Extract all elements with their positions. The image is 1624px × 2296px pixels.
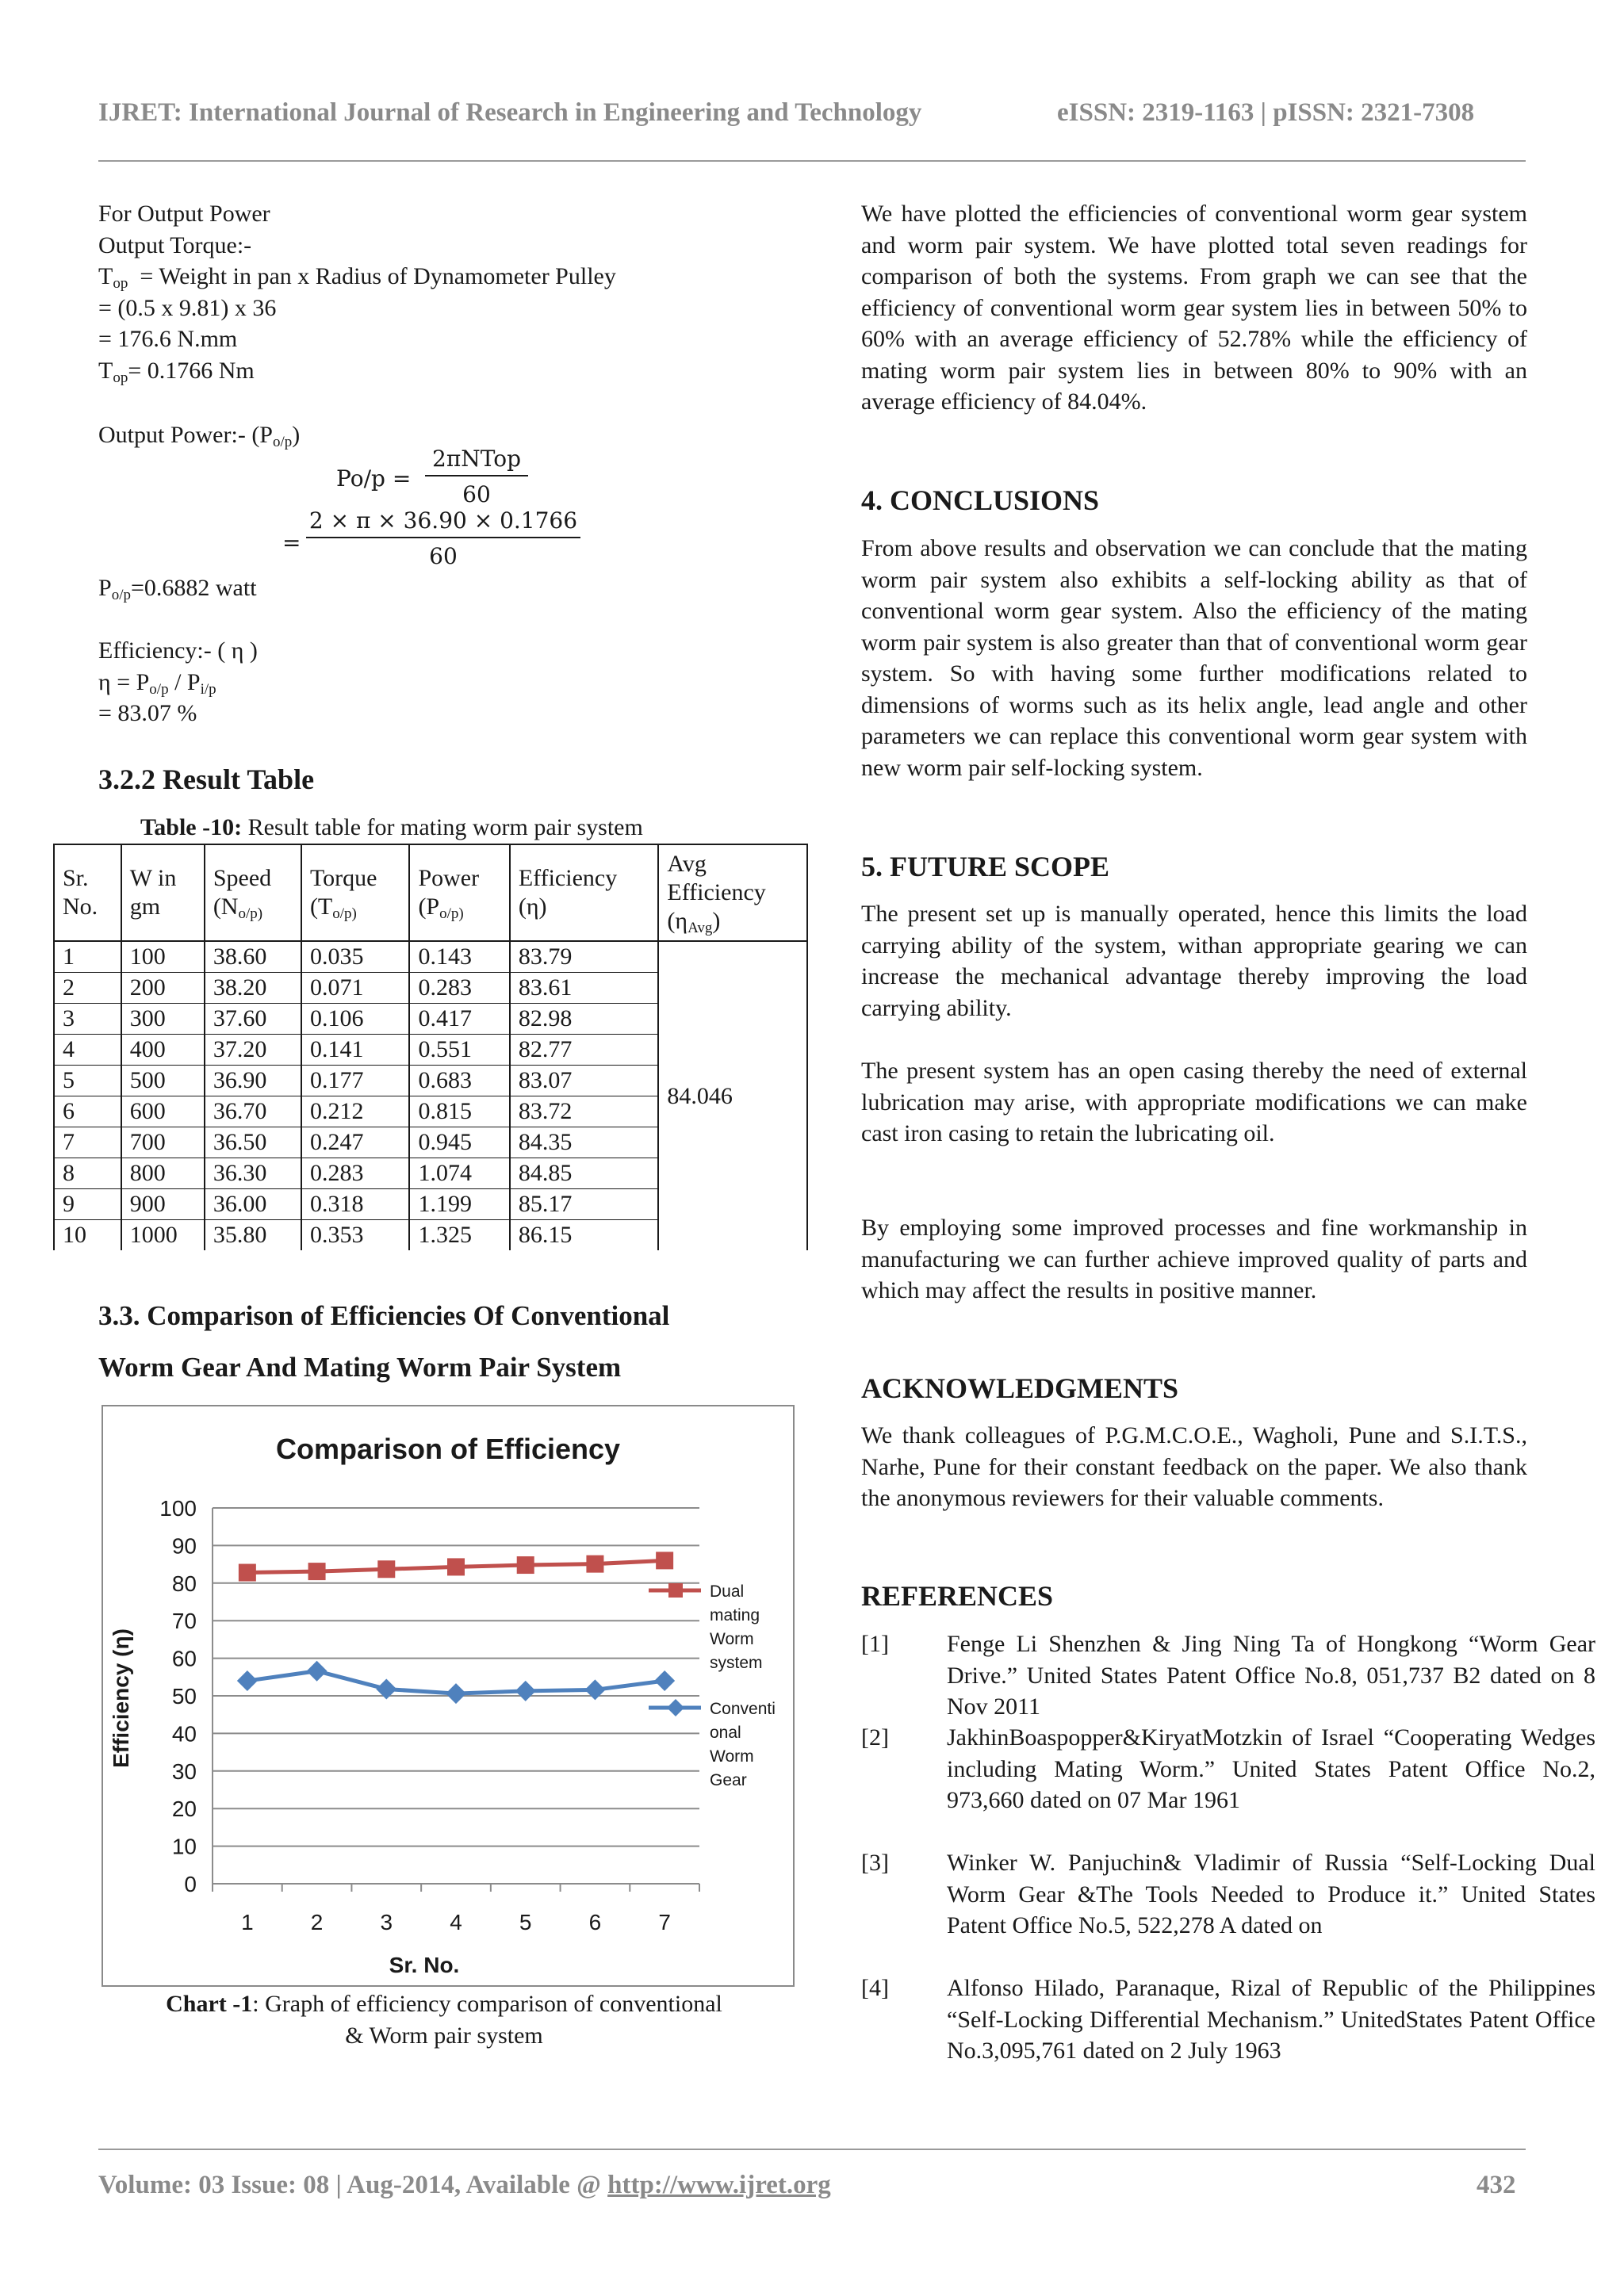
table-cell: 0.247 <box>301 1127 410 1158</box>
efficiency-label: Efficiency:- ( η ) <box>98 637 258 664</box>
chart-point <box>654 1670 675 1691</box>
table-cell: 8 <box>54 1158 121 1189</box>
table-cell: 38.20 <box>205 973 301 1004</box>
chart-x-tick-label: 2 <box>310 1910 324 1934</box>
table-cell: 82.98 <box>510 1004 659 1035</box>
table-cell: 36.50 <box>205 1127 301 1158</box>
table-cell: 36.70 <box>205 1096 301 1127</box>
torque-result: $T_{op}= 0.1766$ Nm <box>98 357 255 386</box>
output-torque-label: Output Torque:- <box>98 232 252 258</box>
chart-y-tick-label: 90 <box>171 1533 197 1559</box>
table-cell: 100 <box>121 941 205 973</box>
col-header: W in gm <box>121 844 205 941</box>
formula1-lhs: Po/p = <box>336 465 412 492</box>
table-cell: 0.683 <box>409 1066 509 1096</box>
future-scope-p3: By employing some improved processes and fine workmanship in manufacturing we can further achieve improved quality of parts and which may affect the results in positive manner. <box>861 1215 1527 1303</box>
chart-point <box>447 1558 465 1575</box>
footer-volume: Volume: 03 Issue: 08 | Aug-2014, Available @ http://www.ijret.org <box>98 2171 831 2199</box>
table-cell: 0.212 <box>301 1096 410 1127</box>
avg-efficiency-cell: 84.046 <box>658 941 807 1250</box>
calc-step-1: = (0.5 x 9.81) x 36 <box>98 294 277 321</box>
table-cell: 0.177 <box>301 1066 410 1096</box>
efficiency-result: = 83.07 % <box>98 700 197 726</box>
chart-legend-label: mating <box>710 1606 760 1624</box>
table-cell: 83.61 <box>510 973 659 1004</box>
chart-legend-label: Worm <box>710 1630 754 1648</box>
table-cell: 10 <box>54 1220 121 1251</box>
chart-legend-label: system <box>710 1654 763 1672</box>
table-cell: 83.07 <box>510 1066 659 1096</box>
chart-title: Comparison of Efficiency <box>275 1433 621 1465</box>
table-caption: Table -10: Result table for mating worm pair system <box>140 814 643 840</box>
chart-y-tick-label: 20 <box>171 1797 197 1822</box>
table-cell: 84.35 <box>510 1127 659 1158</box>
table-header-row <box>54 844 807 941</box>
chart-y-tick-label: 40 <box>171 1721 197 1747</box>
formula2-eq: = <box>282 530 301 556</box>
future-scope-p1: The present set up is manually operated, hence this limits the load carrying ability of the system, withan appropriate gearing we can increase the mechanical advantage thereby improving the load carrying ability. <box>861 901 1527 1021</box>
table-cell: 83.72 <box>510 1096 659 1127</box>
table-cell: 0.143 <box>409 941 509 973</box>
table-cell: 1.199 <box>409 1189 509 1220</box>
chart-point <box>446 1683 466 1704</box>
table-row <box>54 941 807 973</box>
table-cell: 0.141 <box>301 1035 410 1066</box>
chart-caption: Chart -1: Graph of efficiency comparison of conventional & Worm pair system <box>166 1991 722 2049</box>
footer-link[interactable]: http://www.ijret.org <box>607 2171 831 2199</box>
acknowledgments-paragraph: We thank colleagues of P.G.M.C.O.E., Wagholi, Pune and S.I.T.S., Narhe, Pune for their constant feedback on the paper. We also thank the anonymous reviewers for their valuable comments. <box>861 1422 1527 1511</box>
conclusions-heading: 4. CONCLUSIONS <box>861 484 1100 516</box>
table-cell: 0.283 <box>409 973 509 1004</box>
table-cell: 84.85 <box>510 1158 659 1189</box>
table-cell: 0.071 <box>301 973 410 1004</box>
section-3-3-line1: 3.3. Comparison of Efficiencies Of Conventional <box>98 1300 670 1331</box>
table-cell: 1 <box>54 941 121 973</box>
table-cell: 0.318 <box>301 1189 410 1220</box>
table-cell: 35.80 <box>205 1220 301 1251</box>
table-cell: 0.283 <box>301 1158 410 1189</box>
result-table-heading: 3.2.2 Result Table <box>98 763 315 795</box>
table-cell: 1000 <box>121 1220 205 1251</box>
table-cell: 800 <box>121 1158 205 1189</box>
efficiency-chart <box>102 1405 795 1987</box>
chart-x-tick-label: 4 <box>450 1910 462 1934</box>
chart-x-tick-label: 7 <box>658 1910 671 1934</box>
chart-point <box>515 1681 536 1701</box>
chart-y-tick-label: 10 <box>171 1834 197 1859</box>
chart-svg <box>103 1406 793 1985</box>
chart-legend-label: Dual <box>710 1582 745 1601</box>
table-cell: 0.035 <box>301 941 410 973</box>
table-cell: 36.00 <box>205 1189 301 1220</box>
table-cell: 3 <box>54 1004 121 1035</box>
table-cell: 82.77 <box>510 1035 659 1066</box>
calc-step-2: = 176.6 N.mm <box>98 326 238 352</box>
col-header: Sr. No. <box>54 844 121 941</box>
formula2-fraction: 2 × π × 36.90 × 0.1766 60 <box>306 507 580 569</box>
chart-legend-label: Conventi <box>710 1700 776 1718</box>
chart-y-tick-label: 100 <box>159 1496 197 1521</box>
future-scope-p2: The present system has an open casing thereby the need of external lubrication may arise, with appropriate modifications we can make cast iron casing to retain the lubricating oil. <box>861 1058 1527 1146</box>
output-power-label: Output Power:- $(P_{o/p})$ <box>98 422 301 450</box>
col-header: Efficiency (η) <box>510 844 659 941</box>
issn-line: eISSN: 2319-1163 | pISSN: 2321-7308 <box>1057 98 1475 127</box>
col-header: Power ($P_{o/p)}$ <box>409 844 509 941</box>
table-cell: 500 <box>121 1066 205 1096</box>
references-heading: REFERENCES <box>861 1580 1054 1612</box>
avg-col-header: Avg Efficiency $(\eta_{Avg})$ <box>658 844 807 941</box>
table-cell: 7 <box>54 1127 121 1158</box>
table-cell: 900 <box>121 1189 205 1220</box>
table-cell: 0.106 <box>301 1004 410 1035</box>
table-cell: 6 <box>54 1096 121 1127</box>
chart-y-axis-label: Efficiency (η) <box>109 1628 133 1768</box>
table-cell: 1.325 <box>409 1220 509 1251</box>
table-cell: 1.074 <box>409 1158 509 1189</box>
formula1-fraction: 2πNTop 60 <box>425 446 528 507</box>
chart-point <box>307 1661 327 1682</box>
table-cell: 0.353 <box>301 1220 410 1251</box>
chart-y-tick-label: 0 <box>184 1872 197 1896</box>
chart-point <box>308 1563 326 1580</box>
col-header: Torque ($T_{o/p)}$ <box>301 844 410 941</box>
table-cell: 9 <box>54 1189 121 1220</box>
table-cell: 38.60 <box>205 941 301 973</box>
result-table <box>53 844 808 1250</box>
table-cell: 85.17 <box>510 1189 659 1220</box>
table-cell: 5 <box>54 1066 121 1096</box>
table-cell: 86.15 <box>510 1220 659 1251</box>
table-cell: 0.551 <box>409 1035 509 1066</box>
table-cell: 400 <box>121 1035 205 1066</box>
col-header: Speed ($N_{o/p)}$ <box>205 844 301 941</box>
table-cell: 36.90 <box>205 1066 301 1096</box>
chart-x-axis-label: Sr. No. <box>389 1953 460 1977</box>
table-cell: 2 <box>54 973 121 1004</box>
header-rule <box>98 160 1526 162</box>
efficiency-equation: $\eta = P_{o/p} / P_{i/p}$ <box>98 668 216 698</box>
chart-point <box>377 1560 395 1578</box>
table-cell: 37.60 <box>205 1004 301 1035</box>
chart-y-tick-label: 30 <box>171 1758 197 1784</box>
chart-legend-label: onal <box>710 1724 741 1742</box>
chart-legend-label: Gear <box>710 1771 747 1789</box>
chart-point <box>517 1556 534 1574</box>
table-cell: 83.79 <box>510 941 659 973</box>
chart-x-tick-label: 6 <box>588 1910 602 1934</box>
chart-legend-marker <box>668 1583 683 1598</box>
chart-point <box>586 1556 603 1573</box>
output-power-title: For Output Power <box>98 201 270 227</box>
table-cell: 0.945 <box>409 1127 509 1158</box>
chart-y-tick-label: 50 <box>171 1684 197 1709</box>
chart-y-tick-label: 80 <box>171 1571 197 1596</box>
table-cell: 4 <box>54 1035 121 1066</box>
page-number: 432 <box>1477 2171 1516 2199</box>
table-cell: 0.815 <box>409 1096 509 1127</box>
section-3-3-line2: Worm Gear And Mating Worm Pair System <box>98 1352 622 1383</box>
table-cell: 0.417 <box>409 1004 509 1035</box>
chart-point <box>584 1679 605 1700</box>
table-cell: 600 <box>121 1096 205 1127</box>
table-cell: 36.30 <box>205 1158 301 1189</box>
torque-equation: $T_{op}$ = Weight in pan x Radius of Dynamometer Pulley <box>98 263 616 292</box>
journal-title: IJRET: International Journal of Research in Engineering and Technology <box>98 98 922 127</box>
chart-x-tick-label: 1 <box>241 1910 254 1934</box>
chart-y-tick-label: 70 <box>171 1609 197 1634</box>
table-cell: 37.20 <box>205 1035 301 1066</box>
table-cell: 700 <box>121 1127 205 1158</box>
chart-legend-marker <box>667 1699 684 1716</box>
power-result: $P_{o/p}=0.6882$ watt <box>98 575 257 603</box>
table-cell: 200 <box>121 973 205 1004</box>
acknowledgments-heading: ACKNOWLEDGMENTS <box>861 1372 1179 1404</box>
discussion-paragraph: We have plotted the efficiencies of conventional worm gear system and worm pair system. We have plotted total seven readings for comparison of both the systems. From graph we can see that the efficiency of conventional worm gear system lies in between 50% to 60% with an average efficiency of 52.78% while the efficiency of mating worm pair system lies in between 80% to 90% with an average efficiency of 84.04%. <box>861 201 1527 415</box>
footer-rule <box>98 2149 1526 2150</box>
chart-point <box>656 1552 673 1569</box>
chart-point <box>239 1564 256 1582</box>
conclusions-paragraph: From above results and observation we can conclude that the mating worm pair system also exhibits a self-locking ability as that of conventional worm gear system. Also the efficiency of the mating worm pair system is also greater than that of conventional worm gear system. So with having some further modifications related to dimensions of worms such as its helix angle, lead angle and other parameters we can replace this conventional worm gear system with new worm pair self-locking system. <box>861 535 1527 781</box>
future-scope-heading: 5. FUTURE SCOPE <box>861 851 1110 882</box>
chart-x-tick-label: 3 <box>380 1910 393 1934</box>
chart-y-tick-label: 60 <box>171 1646 197 1671</box>
efficiency-block <box>98 635 258 729</box>
chart-point <box>237 1670 258 1691</box>
output-power-block <box>98 198 796 386</box>
chart-x-tick-label: 5 <box>519 1910 532 1934</box>
table-cell: 300 <box>121 1004 205 1035</box>
chart-legend-label: Worm <box>710 1747 754 1766</box>
